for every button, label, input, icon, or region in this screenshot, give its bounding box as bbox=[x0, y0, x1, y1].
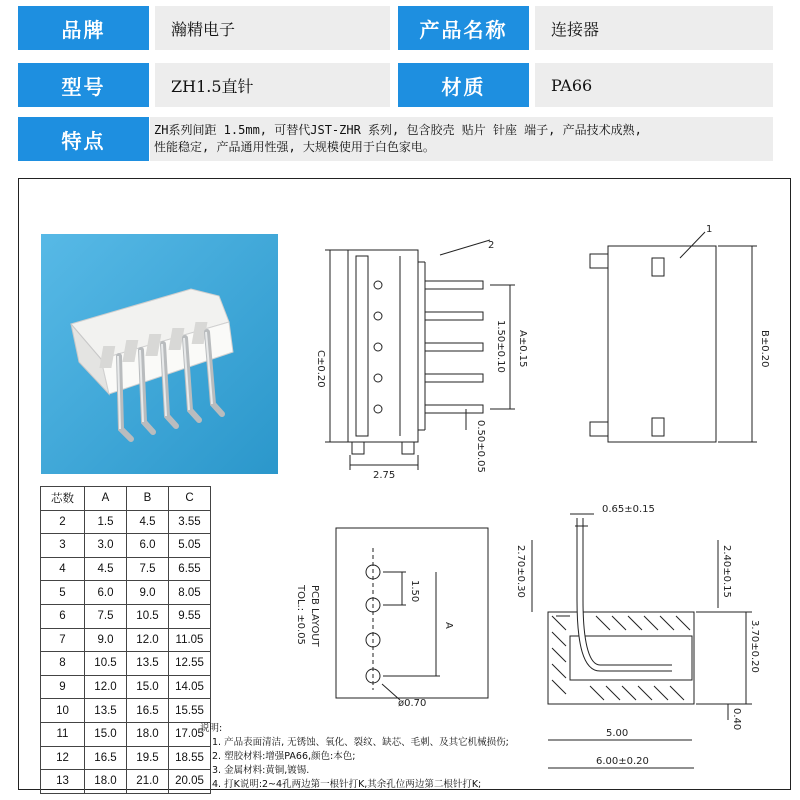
table-cell: 6 bbox=[41, 604, 85, 628]
table-cell: 21.0 bbox=[127, 770, 169, 794]
table-cell: 12.55 bbox=[169, 652, 211, 676]
table-cell: 14.05 bbox=[169, 675, 211, 699]
table-cell: 3.0 bbox=[85, 534, 127, 558]
pcb-tol: TOL.: ±0.05 bbox=[295, 585, 306, 645]
table-row bbox=[41, 770, 211, 794]
table-cell: 16.5 bbox=[127, 699, 169, 723]
notes-title: 说明: bbox=[200, 723, 223, 734]
model-label: 型号 bbox=[18, 63, 149, 107]
table-row bbox=[41, 652, 211, 676]
table-row bbox=[41, 722, 211, 746]
table-header-cell: C bbox=[169, 487, 211, 511]
dim-h4: 0.40 bbox=[731, 708, 742, 731]
dim-pin: 0.50±0.05 bbox=[475, 420, 486, 473]
table-cell: 8.05 bbox=[169, 581, 211, 605]
table-cell: 18.0 bbox=[127, 722, 169, 746]
table-cell: 9 bbox=[41, 675, 85, 699]
table-cell: 7.5 bbox=[85, 604, 127, 628]
callout-2: 2 bbox=[488, 240, 495, 251]
table-cell: 13.5 bbox=[85, 699, 127, 723]
table-cell: 15.0 bbox=[85, 722, 127, 746]
pcb-pitch: 1.50 bbox=[409, 580, 420, 603]
table-row bbox=[41, 628, 211, 652]
table-row bbox=[41, 510, 211, 534]
table-cell: 9.0 bbox=[85, 628, 127, 652]
dim-h2: 2.40±0.15 bbox=[721, 545, 732, 598]
dim-a: A±0.15 bbox=[517, 330, 528, 368]
table-header-cell: A bbox=[85, 487, 127, 511]
table-cell: 18.0 bbox=[85, 770, 127, 794]
note-item: 1. 产品表面清洁, 无锈蚀、氧化、裂纹、缺芯、毛刺、及其它机械损伤; bbox=[212, 737, 509, 748]
table-cell: 10.5 bbox=[85, 652, 127, 676]
table-cell: 3.55 bbox=[169, 510, 211, 534]
table-cell: 5 bbox=[41, 581, 85, 605]
table-row bbox=[41, 557, 211, 581]
pcb-layout-frame bbox=[336, 528, 488, 698]
table-row bbox=[41, 699, 211, 723]
table-cell: 11.05 bbox=[169, 628, 211, 652]
dim-c: C±0.20 bbox=[315, 350, 326, 388]
table-cell: 10 bbox=[41, 699, 85, 723]
note-item: 3. 金属材料:黄铜,镀锡. bbox=[212, 765, 310, 776]
table-cell: 12.0 bbox=[85, 675, 127, 699]
brand-label: 品牌 bbox=[18, 6, 149, 50]
table-row bbox=[41, 604, 211, 628]
table-cell: 1.5 bbox=[85, 510, 127, 534]
table-cell: 12.0 bbox=[127, 628, 169, 652]
product-name-value: 连接器 bbox=[535, 6, 773, 50]
brand-value: 瀚精电子 bbox=[155, 6, 390, 50]
table-cell: 7 bbox=[41, 628, 85, 652]
feature-label: 特点 bbox=[18, 117, 149, 161]
table-cell: 19.5 bbox=[127, 746, 169, 770]
table-cell: 15.55 bbox=[169, 699, 211, 723]
table-row bbox=[41, 534, 211, 558]
table-cell: 3 bbox=[41, 534, 85, 558]
table-cell: 11 bbox=[41, 722, 85, 746]
feature-line-1: ZH系列间距 1.5mm, 可替代JST-ZHR 系列, 包含胶壳 贴片 针座 端子, 产品技术成熟, bbox=[154, 123, 642, 137]
table-cell: 20.05 bbox=[169, 770, 211, 794]
table-cell: 9.55 bbox=[169, 604, 211, 628]
table-header-row bbox=[41, 487, 211, 511]
dim-w1: 5.00 bbox=[606, 728, 629, 739]
table-cell: 16.5 bbox=[85, 746, 127, 770]
table-cell: 4.5 bbox=[127, 510, 169, 534]
dim-b: B±0.20 bbox=[759, 330, 770, 368]
table-cell: 17.05 bbox=[169, 722, 211, 746]
material-label: 材质 bbox=[398, 63, 529, 107]
pcb-a: A bbox=[443, 622, 454, 629]
table-cell: 6.0 bbox=[127, 534, 169, 558]
note-item: 4. 打K说明:2~4孔两边第一根针打K,其余孔位两边第二根针打K; bbox=[212, 779, 482, 790]
dim-h1: 2.70±0.30 bbox=[515, 545, 526, 598]
pcb-hole: ø0.70 bbox=[398, 698, 427, 709]
front-view-housing bbox=[348, 250, 418, 442]
table-cell: 15.0 bbox=[127, 675, 169, 699]
table-header-cell: B bbox=[127, 487, 169, 511]
table-header-cell: 芯数 bbox=[41, 487, 85, 511]
table-cell: 13.5 bbox=[127, 652, 169, 676]
table-cell: 13 bbox=[41, 770, 85, 794]
dimension-table bbox=[40, 486, 211, 794]
table-row bbox=[41, 581, 211, 605]
side-view-housing bbox=[608, 246, 716, 442]
dim-pitch: 1.50±0.10 bbox=[495, 320, 506, 373]
table-cell: 6.0 bbox=[85, 581, 127, 605]
product-name-label: 产品名称 bbox=[398, 6, 529, 50]
dim-w2: 6.00±0.20 bbox=[596, 756, 649, 767]
table-cell: 5.05 bbox=[169, 534, 211, 558]
dim-h3: 3.70±0.20 bbox=[749, 620, 760, 673]
table-cell: 18.55 bbox=[169, 746, 211, 770]
note-item: 2. 塑胶材料:增强PA66,颜色:本色; bbox=[212, 751, 356, 762]
table-cell: 8 bbox=[41, 652, 85, 676]
table-cell: 7.5 bbox=[127, 557, 169, 581]
table-cell: 2 bbox=[41, 510, 85, 534]
table-cell: 10.5 bbox=[127, 604, 169, 628]
material-value: PA66 bbox=[535, 63, 773, 107]
table-cell: 12 bbox=[41, 746, 85, 770]
dim-top: 0.65±0.15 bbox=[602, 504, 655, 515]
feature-line-2: 性能稳定, 产品通用性强, 大规模使用于白色家电。 bbox=[154, 140, 435, 154]
pcb-title: PCB LAYOUT bbox=[309, 585, 320, 647]
dim-width: 2.75 bbox=[373, 470, 396, 481]
table-cell: 6.55 bbox=[169, 557, 211, 581]
callout-1: 1 bbox=[706, 224, 713, 235]
model-value: ZH1.5直针 bbox=[155, 63, 390, 107]
table-cell: 9.0 bbox=[127, 581, 169, 605]
table-cell: 4.5 bbox=[85, 557, 127, 581]
notes bbox=[200, 722, 509, 792]
table-row bbox=[41, 675, 211, 699]
table-row bbox=[41, 746, 211, 770]
table-cell: 4 bbox=[41, 557, 85, 581]
